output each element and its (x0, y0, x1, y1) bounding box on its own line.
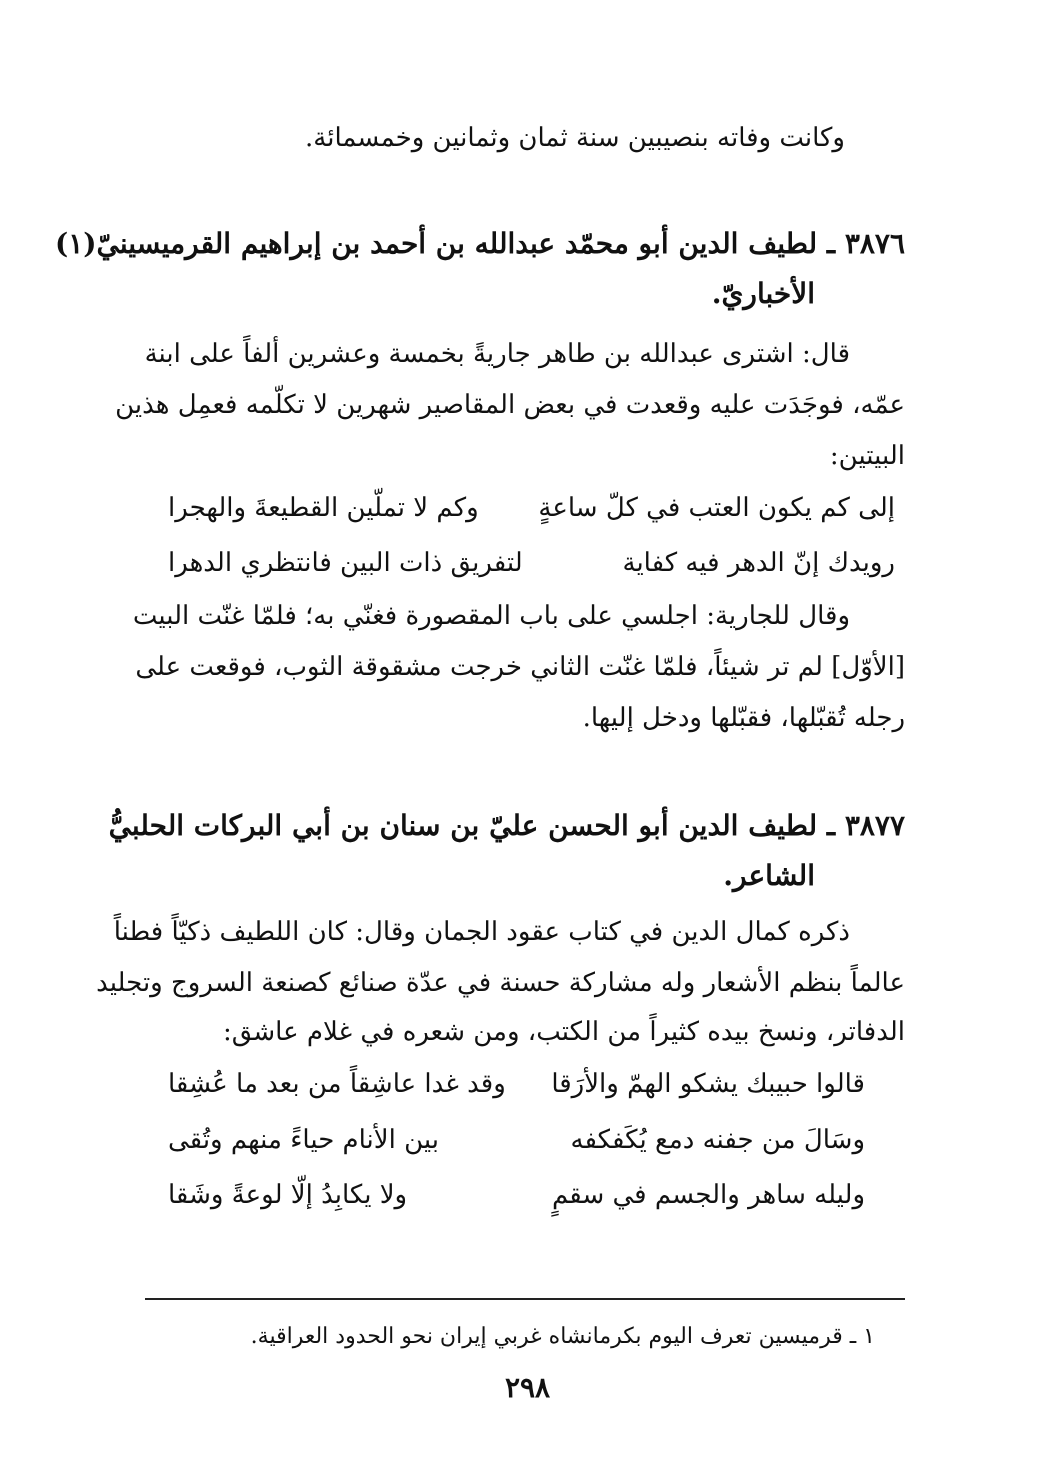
entry-3877-paragraph-line: الدفاتر، ونسخ بيده كثيراً من الكتب، ومن شعره في غلام عاشق: (222, 1017, 905, 1047)
entry-3876-paragraph-line: البيتين: (829, 441, 905, 471)
verse-second-hemistich: لتفريق ذات البين فانتظري الدهرا (168, 548, 523, 578)
poem-verse (150, 1173, 905, 1217)
entry-3876-paragraph-line: قال: اشترى عبدالله بن طاهر جاريةً بخمسة وعشرين ألفاً على ابنة (144, 339, 850, 369)
verse-second-hemistich: بين الأنام حياءً منهم وتُقى (168, 1125, 439, 1155)
poem-verse (150, 1118, 905, 1162)
verse-second-hemistich: وقد غدا عاشِقاً من بعد ما عُشِقا (168, 1069, 506, 1099)
poem-verse (150, 541, 905, 585)
book-page (54, 0, 905, 1475)
poem-verse (150, 1062, 905, 1106)
footnote: ١ ـ قرميسين تعرف اليوم بكرمانشاه غربي إيران نحو الحدود العراقية. (250, 1324, 875, 1349)
entry-3877-paragraph-line: ذكره كمال الدين في كتاب عقود الجمان وقال: كان اللطيف ذكيّاً فطناً (113, 917, 850, 947)
verse-first-hemistich: قالوا حبيبك يشكو الهمّ والأرَقا (551, 1069, 865, 1099)
entry-3877-paragraph-line: عالماً بنظم الأشعار وله مشاركة حسنة في عدّة صنائع كصنعة السروج وتجليد (96, 968, 905, 998)
entry-3876-paragraph-line: [الأوّل] لم تر شيئاً، فلمّا غنّت الثاني خرجت مشقوقة الثوب، فوقعت على (135, 652, 905, 682)
footnote-divider (145, 1298, 905, 1300)
entry-3876-paragraph-line: عمّه، فوجَدَت عليه وقعدت في بعض المقاصير شهرين لا تكلّمه فعمِل هذين (115, 390, 905, 420)
verse-first-hemistich: رويدك إنّ الدهر فيه كفاية (622, 548, 895, 578)
entry-3876-paragraph-line: وقال للجارية: اجلسي على باب المقصورة فغنّي به؛ فلمّا غنّت البيت (132, 601, 850, 631)
verse-second-hemistich: وكم لا تملّين القطيعةَ والهجرا (168, 493, 479, 523)
entry-3877-heading-cont: الشاعر. (723, 859, 815, 892)
verse-first-hemistich: وليله ساهر والجسم في سقمٍ (551, 1180, 865, 1210)
entry-3876-heading-cont: الأخباريّ. (711, 277, 815, 310)
page-number: ٢٩٨ (504, 1371, 551, 1404)
opening-line: وكانت وفاته بنصيبين سنة ثمان وثمانين وخمسمائة. (305, 123, 845, 153)
verse-second-hemistich: ولا يكابِدُ إلّا لوعةً وشَقا (168, 1180, 408, 1210)
entry-3876-heading: ٣٨٧٦ ـ لطيف الدين أبو محمّد عبدالله بن أحمد بن إبراهيم القرميسينيّ(١) (54, 227, 905, 260)
poem-verse (150, 486, 905, 530)
entry-3877-heading: ٣٨٧٧ ـ لطيف الدين أبو الحسن عليّ بن سنان بن أبي البركات الحلبيُّ (108, 809, 905, 842)
verse-first-hemistich: إلى كم يكون العتب في كلّ ساعةٍ (538, 493, 895, 523)
verse-first-hemistich: وسَالَ من جفنه دمع يُكَفكفه (570, 1125, 865, 1155)
entry-3876-paragraph-line: رجله تُقبّلها، فقبّلها ودخل إليها. (582, 703, 905, 733)
